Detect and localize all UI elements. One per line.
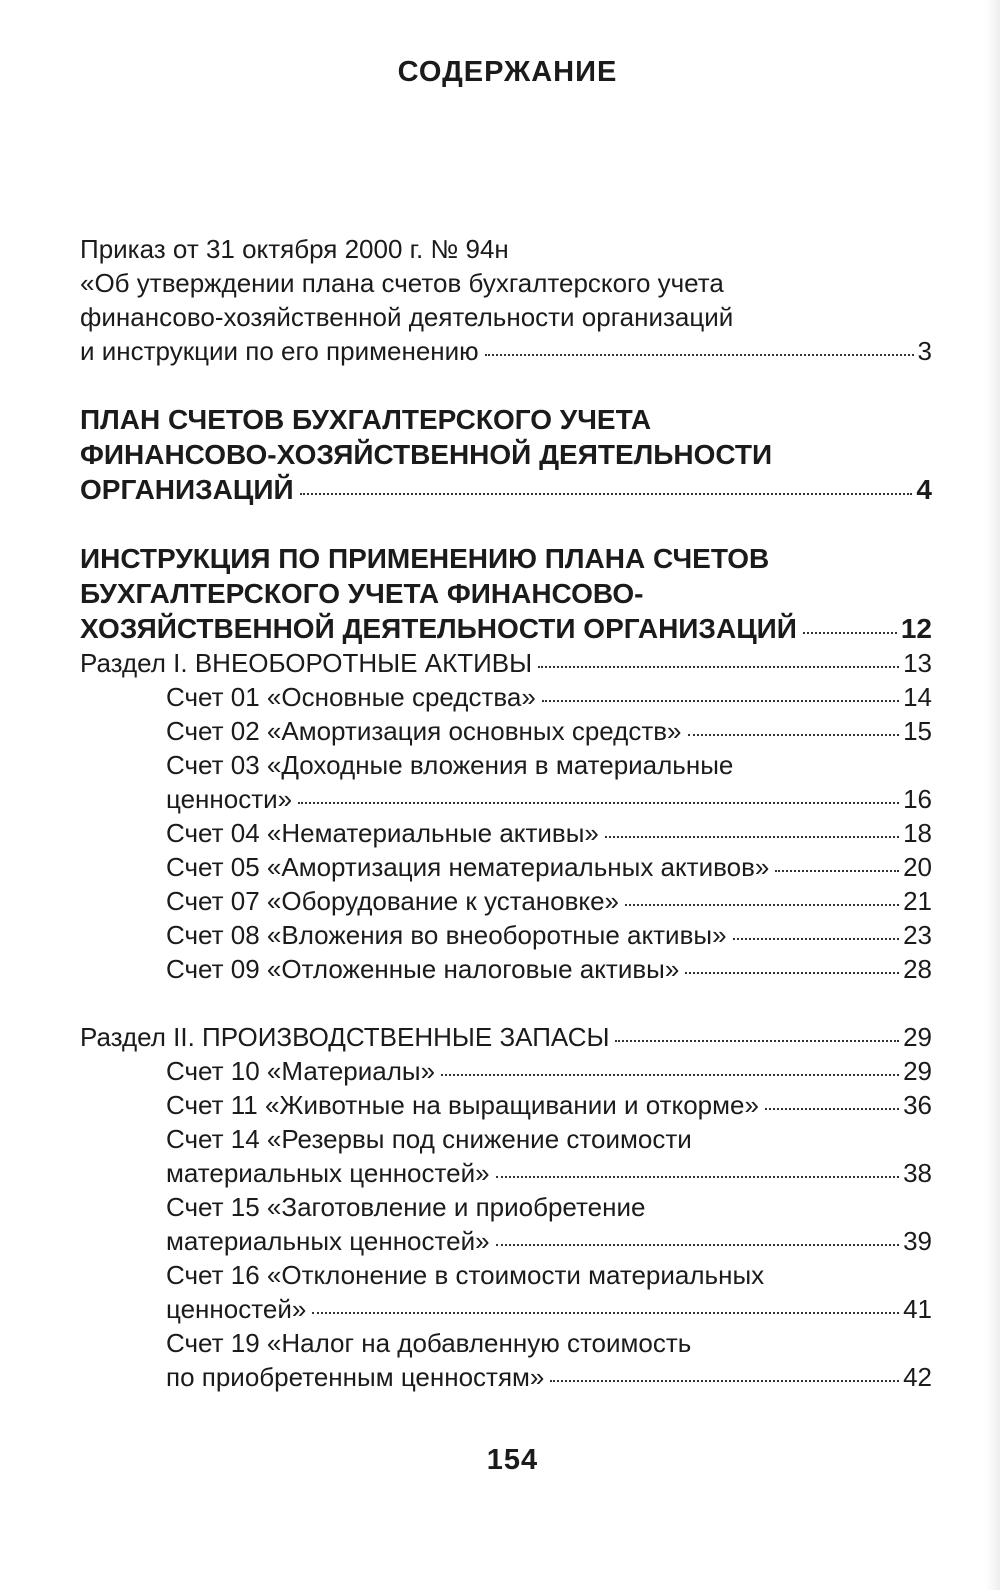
toc-heading-line: ИНСТРУКЦИЯ ПО ПРИМЕНЕНИЮ ПЛАНА СЧЕТОВ [80, 543, 770, 574]
toc-account-10 [80, 1054, 932, 1088]
toc-page-number: 42 [903, 1362, 932, 1392]
toc-entry-final-line [166, 1054, 932, 1088]
toc-account-08 [80, 918, 932, 952]
dot-leader [803, 632, 897, 634]
toc-entry-order [80, 232, 932, 368]
toc-entry-final-line [166, 782, 932, 816]
page-edge-shadow [986, 0, 1000, 1590]
toc-entry-text: ХОЗЯЙСТВЕННОЙ ДЕЯТЕЛЬНОСТИ ОРГАНИЗАЦИЙ [80, 613, 797, 644]
toc-account-15 [80, 1190, 932, 1258]
toc-entry-text: Счет 01 «Основные средства» [166, 682, 536, 712]
toc-entry-text: по приобретенным ценностям» [166, 1362, 545, 1392]
toc-entry-text: ОРГАНИЗАЦИЙ [80, 474, 294, 505]
toc-account-04 [80, 816, 932, 850]
toc-page-number: 15 [903, 716, 932, 746]
toc-page-number: 4 [916, 474, 932, 505]
toc-entry-line: Счет 14 «Резервы под снижение стоимости [166, 1124, 692, 1154]
toc-entry-text: Раздел I. ВНЕОБОРОТНЫЕ АКТИВЫ [80, 648, 533, 678]
toc-page-number: 3 [917, 336, 932, 366]
toc-page-number: 29 [903, 1056, 932, 1086]
toc-page-number: 28 [903, 954, 932, 984]
toc-account-14 [80, 1122, 932, 1190]
toc-page-number: 18 [903, 818, 932, 848]
toc-entry-final-line [166, 714, 932, 748]
toc-account-07 [80, 884, 932, 918]
toc-account-19 [80, 1326, 932, 1394]
dot-leader [550, 1380, 899, 1382]
toc-page-number: 14 [903, 682, 932, 712]
toc-page-number: 39 [903, 1226, 932, 1256]
toc-entry-text: и инструкции по его применению [80, 336, 479, 366]
dot-leader [298, 802, 899, 804]
dot-leader [312, 1312, 899, 1314]
toc-entry-text: Счет 08 «Вложения во внеоборотные активы» [166, 920, 727, 950]
toc-entry-text: ценности» [166, 784, 293, 814]
toc-page-number: 36 [903, 1090, 932, 1120]
toc-entry-final-line [166, 1224, 932, 1258]
toc-page-number: 20 [903, 852, 932, 882]
toc-entry-text: Счет 10 «Материалы» [166, 1056, 436, 1086]
toc-entry-final-line [166, 1088, 932, 1122]
toc-page-number: 13 [903, 648, 932, 678]
dot-leader [625, 904, 899, 906]
toc-heading-plan [80, 402, 932, 507]
toc-entry-final-line [166, 918, 932, 952]
toc-entry-final-line [80, 472, 932, 507]
toc-entry-line: «Об утверждении плана счетов бухгалтерского учета [80, 268, 724, 298]
toc-page-number: 41 [903, 1294, 932, 1324]
table-of-contents [80, 232, 932, 1394]
dot-leader [605, 836, 899, 838]
toc-entry-final-line [80, 334, 932, 368]
toc-entry-text: Счет 02 «Амортизация основных средств» [166, 716, 682, 746]
dot-leader [733, 938, 900, 940]
toc-entry-final-line [166, 952, 932, 986]
dot-leader [685, 972, 899, 974]
toc-entry-text: ценностей» [166, 1294, 307, 1324]
dot-leader [496, 1176, 900, 1178]
toc-section-2 [80, 1020, 932, 1054]
dot-leader [542, 700, 899, 702]
toc-entry-text: материальных ценностей» [166, 1158, 490, 1188]
toc-entry-text: материальных ценностей» [166, 1226, 490, 1256]
toc-heading-line: ФИНАНСОВО-ХОЗЯЙСТВЕННОЙ ДЕЯТЕЛЬНОСТИ [80, 439, 773, 470]
toc-page-number: 16 [903, 784, 932, 814]
toc-heading-line: ПЛАН СЧЕТОВ БУХГАЛТЕРСКОГО УЧЕТА [80, 404, 652, 435]
toc-entry-final-line [80, 1020, 932, 1054]
toc-account-01 [80, 680, 932, 714]
page-title: СОДЕРЖАНИЕ [397, 56, 618, 88]
toc-heading-line: БУХГАЛТЕРСКОГО УЧЕТА ФИНАНСОВО- [80, 578, 644, 609]
dot-leader [765, 1108, 899, 1110]
toc-account-11 [80, 1088, 932, 1122]
toc-entry-final-line [166, 850, 932, 884]
toc-page-number: 38 [903, 1158, 932, 1188]
toc-entry-final-line [166, 680, 932, 714]
toc-entry-line: Счет 19 «Налог на добавленную стоимость [166, 1328, 692, 1358]
toc-entry-line: финансово-хозяйственной деятельности организаций [80, 302, 734, 332]
toc-entry-text: Счет 05 «Амортизация нематериальных активов» [166, 852, 770, 882]
toc-entry-final-line [80, 646, 932, 680]
toc-page-number: 21 [903, 886, 932, 916]
toc-entry-final-line [166, 816, 932, 850]
toc-entry-final-line [166, 1156, 932, 1190]
toc-entry-text: Счет 04 «Нематериальные активы» [166, 818, 599, 848]
toc-entry-text: Счет 11 «Животные на выращивании и откорме» [166, 1090, 759, 1120]
toc-account-03 [80, 748, 932, 816]
dot-leader [441, 1074, 899, 1076]
toc-account-16 [80, 1258, 932, 1326]
dot-leader [496, 1244, 900, 1246]
toc-entry-line: Счет 16 «Отклонение в стоимости материальных [166, 1260, 765, 1290]
toc-account-02 [80, 714, 932, 748]
toc-entry-line: Счет 15 «Заготовление и приобретение [166, 1192, 646, 1222]
dot-leader [300, 493, 913, 495]
dot-leader [775, 870, 899, 872]
toc-page-number: 12 [900, 613, 932, 644]
dot-leader [688, 734, 900, 736]
dot-leader [485, 354, 914, 356]
page-number: 154 [486, 1444, 539, 1476]
toc-entry-final-line [80, 611, 932, 646]
toc-entry-line: Приказ от 31 октября 2000 г. № 94н [80, 234, 509, 264]
toc-account-05 [80, 850, 932, 884]
toc-page-number: 23 [903, 920, 932, 950]
toc-entry-final-line [166, 1360, 932, 1394]
toc-page-number: 29 [903, 1022, 932, 1052]
toc-section-1 [80, 646, 932, 680]
toc-entry-final-line [166, 1292, 932, 1326]
toc-entry-final-line [166, 884, 932, 918]
toc-entry-text: Счет 07 «Оборудование к установке» [166, 886, 620, 916]
dot-leader [538, 666, 899, 668]
toc-heading-instruction [80, 541, 932, 646]
toc-account-09 [80, 952, 932, 986]
toc-entry-text: Счет 09 «Отложенные налоговые активы» [166, 954, 680, 984]
dot-leader [615, 1040, 899, 1042]
toc-entry-line: Счет 03 «Доходные вложения в материальные [166, 750, 734, 780]
toc-entry-text: Раздел II. ПРОИЗВОДСТВЕННЫЕ ЗАПАСЫ [80, 1022, 610, 1052]
